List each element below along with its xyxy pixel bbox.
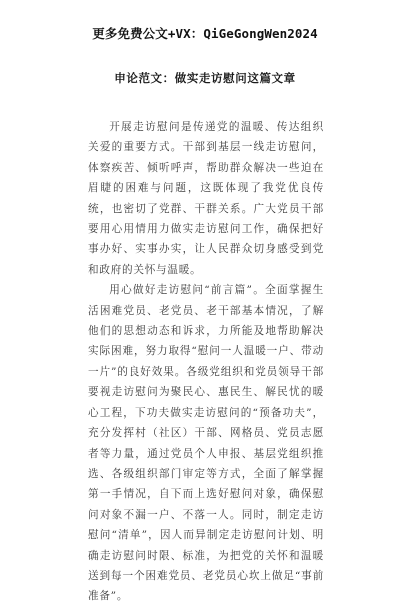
document-title: 申论范文：做实走访慰问这篇文章 xyxy=(114,71,296,85)
paragraph-1: 开展走访慰问是传递党的温暖、传达组织关爱的重要方式。干部到基层一线走访慰问，体察疾苦、倾听呼声，帮助群众解决一些迫在眉睫的困难与问题，这既体现了我党优良传统，也密切了党群、干群关系。广大党员干部要用心用情用力做实走访慰问工作，确保把好事办好、实事办实，让人民群众切身感受到党和政府的关怀与温暖。 xyxy=(88,121,324,276)
document-body xyxy=(88,117,324,607)
promo-header: 更多免费公文+VX：QiGeGongWen2024 xyxy=(92,26,318,41)
paragraph-2: 用心做好走访慰问“前言篇”。全面掌握生活困难党员、老党员、老干部基本情况，了解他们的思想动态和诉求，力所能及地帮助解决实际困难，努力取得“慰问一人温暖一户、带动一片”的良好效果。各级党组织和党员领导干部要视走访慰问为聚民心、惠民生、解民忧的暖心工程，下功夫做实走访慰问的“预备功夫”，充分发挥村（社区）干部、网格员、党员志愿者等力量，通过党员个人申报、基层党组织推选、各级组织部门审定等方式，全面了解掌握第一手情况，自下而上选好慰问对象，确保慰问对象不漏一户、不落一人。同时，制定走访慰问“清单”，因人而异制定走访慰问计划、明确走访慰问时限、标准，为把党的关怀和温暖送到每一个困难党员、老党员心坎上做足“事前准备”。 xyxy=(88,284,324,603)
